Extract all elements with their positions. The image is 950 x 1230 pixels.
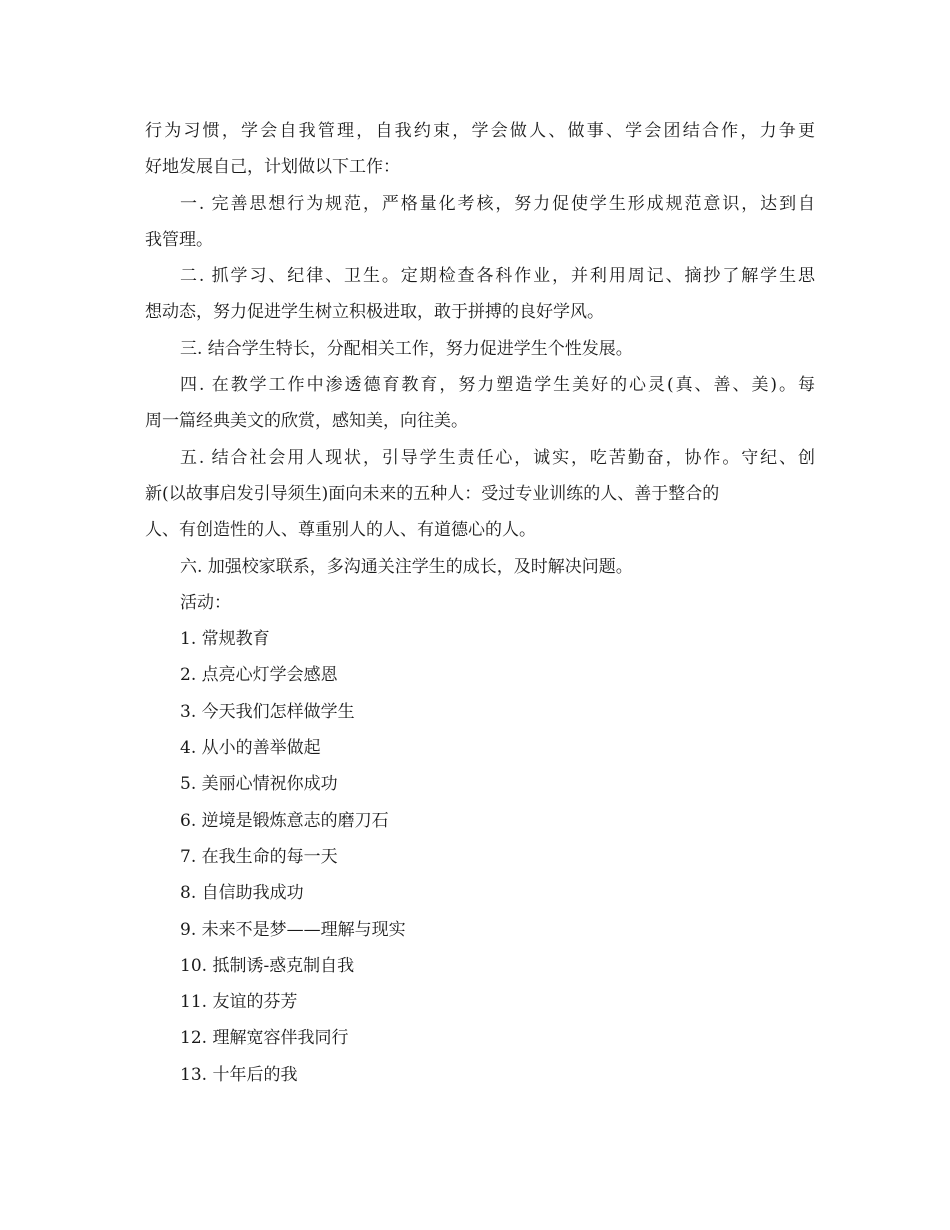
paragraph: [145, 331, 815, 367]
activities-list: [145, 621, 815, 1093]
list-item: 3. 今天我们怎样做学生: [180, 701, 355, 722]
paragraph: [145, 367, 815, 440]
list-item: 6. 逆境是锻炼意志的磨刀石: [180, 810, 389, 831]
list-item: 12. 理解宽容伴我同行: [180, 1028, 349, 1049]
paragraph: [145, 113, 815, 186]
text-line: 三. 结合学生特长，分配相关工作，努力促进学生个性发展。: [180, 338, 633, 359]
paragraph: [145, 549, 815, 585]
text-line: 行为习惯，学会自我管理，自我约束，学会做人、做事、学会团结合作，力争更: [145, 121, 815, 141]
paragraph: [145, 186, 815, 259]
text-line: 五. 结合社会用人现状，引导学生责任心，诚实，吃苦勤奋，协作。守纪、创: [180, 447, 815, 468]
list-item: 9. 未来不是梦——理解与现实: [180, 919, 406, 940]
paragraph: [145, 258, 815, 331]
text-line: 新(以故事启发引导须生)面向未来的五种人：受过专业训练的人、善于整合的: [145, 483, 720, 504]
list-item: 11. 友谊的芬芳: [180, 992, 298, 1013]
text-line: 好地发展自己，计划做以下工作：: [145, 157, 400, 178]
text-line: 四. 在教学工作中渗透德育教育，努力塑造学生美好的心灵(真、善、美)。每: [180, 375, 815, 396]
text-line: 周一篇经典美文的欣赏，感知美，向往美。: [145, 411, 468, 432]
document-body: [145, 113, 815, 1093]
activities-heading: 活动：: [180, 592, 231, 613]
list-item: 13. 十年后的我: [180, 1064, 298, 1085]
list-item: 10. 抵制诱-惑克制自我: [180, 955, 355, 976]
list-item: 5. 美丽心情祝你成功: [180, 774, 338, 795]
list-item: 7. 在我生命的每一天: [180, 846, 338, 867]
text-line: 二. 抓学习、纪律、卫生。定期检查各科作业，并利用周记、摘抄了解学生思: [180, 266, 815, 287]
text-line: 我管理。: [145, 229, 213, 250]
text-line: 想动态，努力促进学生树立积极进取，敢于拼搏的良好学风。: [145, 302, 604, 323]
list-item: 8. 自信助我成功: [180, 883, 304, 904]
text-line: 人、有创造性的人、尊重别人的人、有道德心的人。: [145, 520, 536, 541]
paragraph: [145, 440, 815, 549]
text-line: 六. 加强校家联系，多沟通关注学生的成长，及时解决问题。: [180, 556, 633, 577]
list-item: 4. 从小的善举做起: [180, 738, 321, 759]
text-line: 一. 完善思想行为规范，严格量化考核，努力促使学生形成规范意识，达到自: [180, 193, 815, 214]
list-item: 1. 常规教育: [180, 629, 270, 650]
list-item: 2. 点亮心灯学会感恩: [180, 665, 338, 686]
